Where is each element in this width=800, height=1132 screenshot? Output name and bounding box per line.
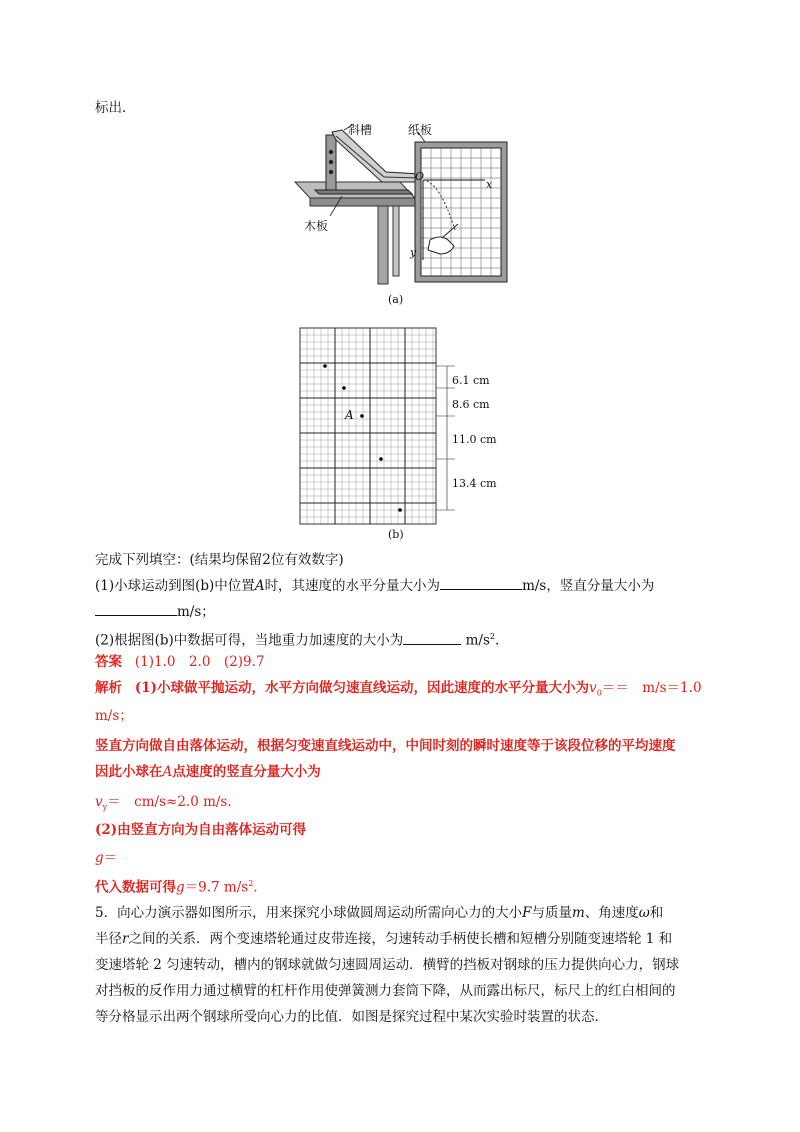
problem5-line-4: 对挡板的反作用力通过横臂的杠杆作用使弹簧测力套筒下降，从而露出标尺，标尺上的红白相间的 xyxy=(95,983,676,999)
analysis-line-5-tail: ＝ cm/s≈2.0 m/s. xyxy=(107,794,232,810)
p5-var-f: F xyxy=(522,905,532,921)
analysis-line-5 xyxy=(95,792,232,818)
part1-text-b: 时，其速度的水平分量大小为 xyxy=(264,578,441,594)
analysis-label: 解析 xyxy=(95,680,122,696)
analysis-text-1: (1)小球做平抛运动，水平方向做匀速直线运动，因此速度的水平分量大小为 xyxy=(134,680,590,696)
p5-var-r: r xyxy=(122,931,129,947)
part1-text-a: (1)小球运动到图(b)中位置 xyxy=(95,578,255,594)
label-chute: 斜槽 xyxy=(348,123,373,137)
question-part-1 xyxy=(95,576,654,596)
analysis-line-3: 竖直方向做自由落体运动，根据匀变速直线运动中，中间时刻的瞬时速度等于该段位移的平均速度 xyxy=(95,738,676,754)
analysis-line-4 xyxy=(95,762,321,782)
dimension-label-3: 11.0 cm xyxy=(452,433,497,446)
analysis-vy: v xyxy=(95,794,103,810)
p5-text-c: 、角速度 xyxy=(584,905,639,921)
caption-figure-b: (b) xyxy=(388,528,404,541)
analysis-v0-sub: 0 xyxy=(596,688,602,698)
dimension-label-4: 13.4 cm xyxy=(452,477,497,490)
p5-var-omega: ω xyxy=(638,905,650,921)
dimension-label-1: 6.1 cm xyxy=(452,374,490,387)
analysis-line-8 xyxy=(95,874,258,898)
question-part-1-cont xyxy=(95,602,215,622)
analysis-v0: v xyxy=(589,680,597,696)
problem5-line-5: 等分格显示出两个钢球所受向心力的比值．如图是探究过程中某次实验时装置的状态． xyxy=(95,1009,608,1025)
dimension-label-2: 8.6 cm xyxy=(452,398,490,411)
part2-unit-sup: 2 xyxy=(489,632,495,641)
analysis-line-8-b: ＝9.7 m/s xyxy=(184,879,249,896)
analysis-g: g xyxy=(95,850,104,866)
analysis-line-4-b: 点速度的竖直分量大小为 xyxy=(172,764,321,780)
answer-text: (1)1.0 2.0 (2)9.7 xyxy=(134,654,265,670)
p5-text-b: 与质量 xyxy=(531,905,572,921)
analysis-text-1-tail: ＝＝ m/s＝1.0 xyxy=(601,680,702,696)
analysis-vy-sub: y xyxy=(102,802,108,812)
analysis-line-2: m/s； xyxy=(95,708,133,724)
p5-line2-a: 半径 xyxy=(95,931,122,947)
problem5-line-1 xyxy=(95,903,663,923)
analysis-line-8-a: 代入数据可得 xyxy=(95,879,176,896)
label-wood-board: 木板 xyxy=(304,219,329,233)
problem5-line-2 xyxy=(95,929,672,949)
label-point-a: A xyxy=(345,408,354,422)
analysis-line-4-a: 因此小球在 xyxy=(95,764,163,780)
part2-text: (2)根据图(b)中数据可得，当地重力加速度的大小为 xyxy=(95,632,404,649)
analysis-line-4-var: A xyxy=(162,764,173,780)
part2-end: . xyxy=(494,632,500,649)
label-paper-board: 纸板 xyxy=(408,123,433,137)
analysis-line-7 xyxy=(95,848,117,868)
problem5-line-3: 变速塔轮 2 匀速转动，槽内的钢球就做匀速圆周运动．横臂的挡板对钢球的压力提供向心力，钢球 xyxy=(95,957,680,973)
caption-figure-a: (a) xyxy=(388,293,404,306)
question-part-2 xyxy=(95,627,499,651)
figure-b-grid xyxy=(295,326,505,526)
p5-text-d: 和 xyxy=(649,905,664,921)
analysis-line-1 xyxy=(95,678,702,704)
blank-vertical-speed[interactable] xyxy=(95,602,177,616)
answer-line xyxy=(95,652,265,672)
part1-unit-1: m/s，竖直分量大小为 xyxy=(522,578,655,594)
p5-var-m: m xyxy=(571,905,585,921)
blank-horizontal-speed[interactable] xyxy=(440,576,522,590)
label-x-axis: x xyxy=(486,178,493,191)
blank-gravity[interactable] xyxy=(403,631,461,645)
part1-var-a: A xyxy=(254,578,265,594)
p5-line2-b: 之间的关系．两个变速塔轮通过皮带连接，匀速转动手柄使长槽和短槽分别随变速塔轮 1 和 xyxy=(128,931,673,947)
instruction-text: 完成下列填空：(结果均保留2位有效数字) xyxy=(95,552,344,568)
label-y-axis: y xyxy=(410,246,417,259)
analysis-line-8-var: g xyxy=(176,879,185,896)
label-origin-o: O xyxy=(415,170,425,183)
p5-text-a: 5．向心力演示器如图所示，用来探究小球做圆周运动所需向心力的大小 xyxy=(95,905,523,921)
part1-unit-2: m/s； xyxy=(177,604,215,620)
intro-fragment: 标出． xyxy=(95,100,136,116)
answer-label: 答案 xyxy=(95,654,122,670)
analysis-line-8-sup: 2 xyxy=(248,879,254,888)
analysis-line-8-end: . xyxy=(253,879,258,896)
analysis-line-6: (2)由竖直方向为自由落体运动可得 xyxy=(95,822,307,838)
figure-a-apparatus xyxy=(290,120,515,290)
part2-unit: m/s xyxy=(465,632,490,649)
analysis-line-7-tail: ＝ xyxy=(103,850,118,866)
